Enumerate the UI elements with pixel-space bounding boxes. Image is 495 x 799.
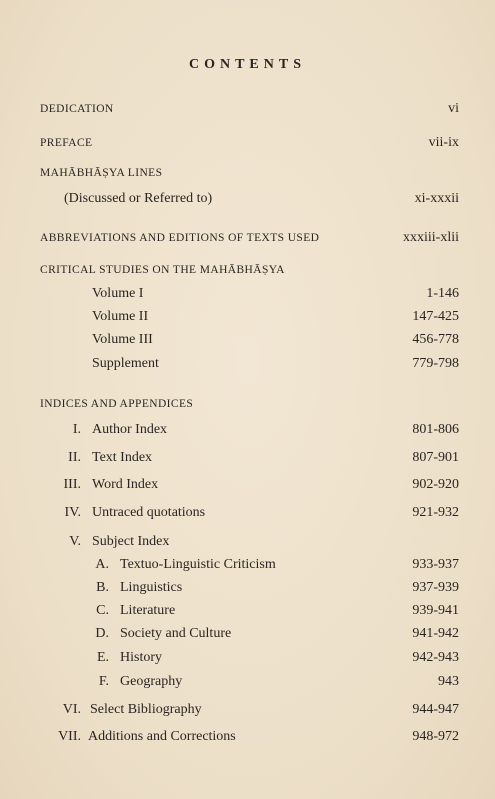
entry-page: 801-806 <box>412 422 459 437</box>
entry-number: B. <box>96 580 109 595</box>
entry-label: Society and Culture <box>120 626 232 641</box>
entry-label: Geography <box>120 674 183 689</box>
entry-page: 941-942 <box>412 626 459 641</box>
entry-number: V. <box>69 534 81 549</box>
toc-entry-abbreviations <box>0 228 495 248</box>
entry-page: 921-932 <box>412 505 459 520</box>
entry-number: II. <box>68 450 81 465</box>
entry-number: D. <box>95 626 109 641</box>
toc-entry-dedication <box>0 99 495 119</box>
toc-entry-author-index <box>0 420 495 440</box>
toc-entry-subject-index <box>0 532 495 552</box>
toc-entry-word-index <box>0 475 495 495</box>
entry-page: vii-ix <box>428 135 459 150</box>
entry-page: 942-943 <box>412 650 459 665</box>
entry-label: Select Bibliography <box>90 702 202 717</box>
entry-label: MAHĀBHĀṢYA LINES <box>40 167 163 179</box>
toc-subentry-history <box>0 648 495 668</box>
toc-entry-volume-2 <box>0 307 495 327</box>
entry-page: 943 <box>438 674 459 689</box>
entry-label: Volume III <box>92 332 153 347</box>
toc-subentry-textuo-linguistic <box>0 555 495 575</box>
entry-page: 933-937 <box>412 557 459 572</box>
entry-label: Literature <box>120 603 176 618</box>
toc-subentry-literature <box>0 601 495 621</box>
toc-entry-volume-3 <box>0 330 495 350</box>
entry-page: 1-146 <box>426 286 459 301</box>
entry-number: F. <box>98 674 109 689</box>
entry-number: C. <box>96 603 109 618</box>
entry-number: I. <box>72 422 81 437</box>
entry-number: VII. <box>58 729 81 744</box>
entry-label: (Discussed or Referred to) <box>64 191 213 206</box>
entry-label: PREFACE <box>40 137 93 149</box>
entry-label: Volume II <box>92 309 149 324</box>
entry-label: Subject Index <box>92 534 170 549</box>
entry-number: III. <box>63 477 81 492</box>
entry-label: Word Index <box>92 477 159 492</box>
toc-entry-additions-corrections <box>0 727 495 747</box>
entry-label: Additions and Corrections <box>88 729 236 744</box>
toc-subentry-society-culture <box>0 624 495 644</box>
entry-label: Text Index <box>92 450 153 465</box>
entry-page: 937-939 <box>412 580 459 595</box>
entry-label: Linguistics <box>120 580 183 595</box>
entry-number: VI. <box>62 702 81 717</box>
toc-entry-untraced-quotations <box>0 503 495 523</box>
entry-number: A. <box>95 557 109 572</box>
entry-page: 902-920 <box>412 477 459 492</box>
entry-label: Textuo-Linguistic Criticism <box>120 557 276 572</box>
entry-label: ABBREVIATIONS AND EDITIONS OF TEXTS USED <box>40 232 320 244</box>
entry-page: xi-xxxii <box>414 191 459 206</box>
entry-label: Supplement <box>92 356 159 371</box>
entry-label: Volume I <box>92 286 144 301</box>
entry-page: 779-798 <box>412 356 459 371</box>
section-label: INDICES AND APPENDICES <box>40 398 194 410</box>
entry-label: DEDICATION <box>40 103 114 115</box>
toc-entry-supplement <box>0 354 495 374</box>
entry-page: vi <box>448 101 459 116</box>
toc-entry-volume-1 <box>0 284 495 304</box>
toc-section-indices <box>0 394 495 414</box>
entry-page: xxxiii-xlii <box>403 230 459 245</box>
entry-page: 939-941 <box>412 603 459 618</box>
toc-entry-preface <box>0 133 495 153</box>
entry-number: IV. <box>64 505 81 520</box>
toc-subentry-geography <box>0 672 495 692</box>
entry-page: 456-778 <box>412 332 459 347</box>
contents-title: CONTENTS <box>188 57 307 72</box>
entry-label: History <box>120 650 162 665</box>
toc-section-critical-studies <box>0 260 495 280</box>
entry-label: Untraced quotations <box>92 505 206 520</box>
entry-label: Author Index <box>92 422 168 437</box>
entry-number: E. <box>96 650 109 665</box>
toc-subentry-linguistics <box>0 578 495 598</box>
toc-entry-lines-sub <box>0 189 495 209</box>
toc-entry-text-index <box>0 448 495 468</box>
toc-entry-mahabhasya-lines <box>0 163 495 183</box>
entry-page: 948-972 <box>412 729 459 744</box>
entry-page: 807-901 <box>412 450 459 465</box>
entry-page: 944-947 <box>412 702 459 717</box>
section-label: CRITICAL STUDIES ON THE MAHĀBHĀṢYA <box>40 264 285 276</box>
toc-entry-select-bibliography <box>0 700 495 720</box>
entry-page: 147-425 <box>412 309 459 324</box>
